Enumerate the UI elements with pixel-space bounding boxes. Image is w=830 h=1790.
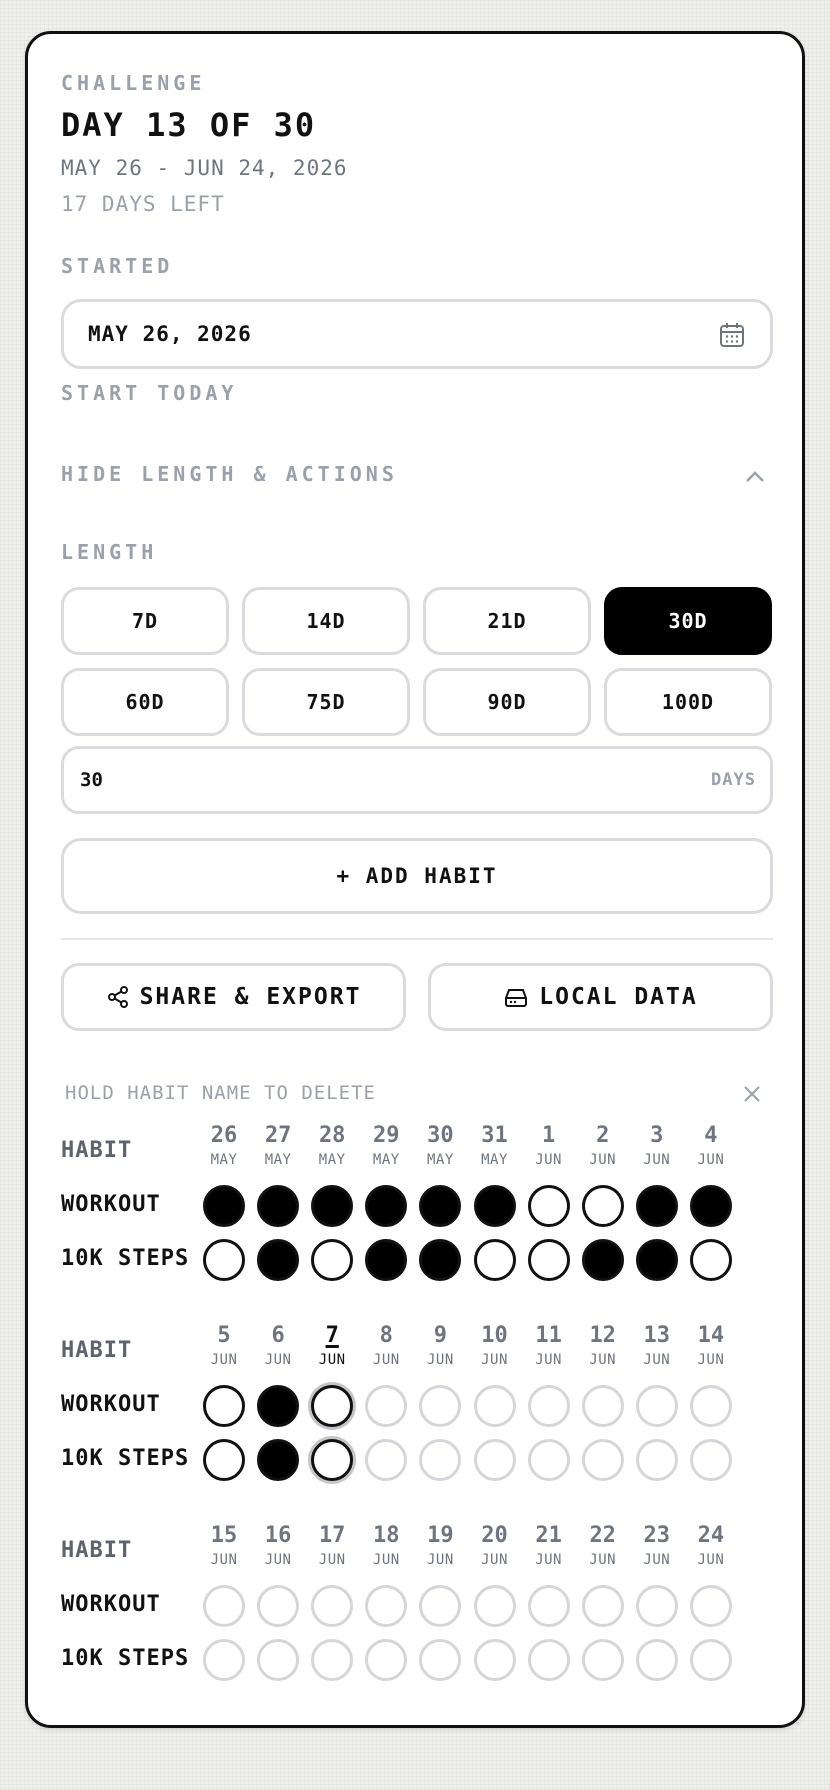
start-today-button[interactable]: START TODAY: [61, 381, 238, 405]
day-number: 3: [650, 1123, 664, 1148]
day-number: 31: [481, 1123, 508, 1148]
day-month: MAY: [481, 1152, 508, 1168]
share-export-button[interactable]: [61, 963, 406, 1031]
day-number: 12: [589, 1323, 616, 1348]
length-option-60d[interactable]: 60D: [61, 668, 229, 736]
habit-check-future[interactable]: [528, 1585, 570, 1627]
day-number: 5: [217, 1323, 231, 1348]
habit-check-done[interactable]: [257, 1185, 299, 1227]
day-number: 18: [373, 1523, 400, 1548]
day-number: 2: [596, 1123, 610, 1148]
divider: [61, 938, 773, 940]
length-option-100d[interactable]: 100D: [604, 668, 772, 736]
day-number: 11: [535, 1323, 562, 1348]
habit-check-current[interactable]: [311, 1385, 353, 1427]
habit-check-future[interactable]: [474, 1439, 516, 1481]
share-icon: [106, 985, 130, 1009]
close-icon[interactable]: [743, 1085, 761, 1103]
day-month: MAY: [426, 1152, 454, 1168]
day-month: MAY: [372, 1152, 400, 1168]
day-month: JUN: [481, 1352, 508, 1368]
day-header: [251, 1523, 305, 1568]
habit-check-future[interactable]: [636, 1385, 678, 1427]
habit-check-future[interactable]: [636, 1439, 678, 1481]
day-header: [413, 1123, 467, 1168]
started-label: STARTED: [61, 254, 174, 278]
day-number: 17: [318, 1523, 346, 1548]
day-number: 10: [481, 1323, 508, 1348]
habit-check-future[interactable]: [636, 1639, 678, 1681]
habit-name[interactable]: 10K STEPS: [61, 1446, 190, 1471]
habit-check-missed[interactable]: [528, 1185, 570, 1227]
day-number: 24: [697, 1523, 725, 1548]
add-habit-button[interactable]: + ADD HABIT: [61, 838, 773, 914]
habit-check-future[interactable]: [690, 1385, 732, 1427]
habit-check-future[interactable]: [365, 1385, 407, 1427]
chevron-up-icon[interactable]: [744, 466, 766, 488]
day-number: 9: [433, 1323, 448, 1348]
habit-check-future[interactable]: [474, 1585, 516, 1627]
day-month: JUN: [426, 1352, 454, 1368]
habit-check-future[interactable]: [365, 1439, 407, 1481]
habit-check-missed[interactable]: [690, 1239, 732, 1281]
day-month: JUN: [697, 1152, 725, 1168]
day-header: [468, 1323, 522, 1368]
length-option-21d[interactable]: 21D: [423, 587, 591, 655]
habit-check-future[interactable]: [419, 1639, 461, 1681]
start-date-field[interactable]: [61, 299, 773, 369]
day-month: JUN: [697, 1352, 725, 1368]
day-header: [684, 1523, 738, 1568]
habit-name[interactable]: 10K STEPS: [61, 1646, 190, 1671]
habit-check-done[interactable]: [365, 1239, 407, 1281]
day-number: 30: [427, 1123, 454, 1148]
habit-check-future[interactable]: [311, 1639, 353, 1681]
day-month: JUN: [535, 1552, 562, 1568]
habit-check-future[interactable]: [365, 1639, 407, 1681]
day-month: JUN: [643, 1552, 671, 1568]
day-month: JUN: [535, 1352, 562, 1368]
day-month: JUN: [481, 1552, 508, 1568]
habit-check-future[interactable]: [690, 1585, 732, 1627]
habit-check-done[interactable]: [419, 1239, 461, 1281]
day-number: 14: [697, 1323, 725, 1348]
habit-check-future[interactable]: [528, 1385, 570, 1427]
habit-check-future[interactable]: [203, 1639, 245, 1681]
habit-check-future[interactable]: [311, 1585, 353, 1627]
day-number: 29: [373, 1123, 400, 1148]
habit-check-done[interactable]: [636, 1185, 678, 1227]
day-header: [522, 1523, 576, 1568]
day-header: [359, 1123, 413, 1168]
habit-name[interactable]: WORKOUT: [61, 1192, 161, 1217]
day-number: 7: [325, 1323, 339, 1348]
habit-check-done[interactable]: [257, 1239, 299, 1281]
day-month: JUN: [318, 1552, 346, 1568]
habit-check-done[interactable]: [257, 1385, 299, 1427]
habit-check-missed[interactable]: [528, 1239, 570, 1281]
day-number: 19: [427, 1523, 454, 1548]
habit-check-future[interactable]: [582, 1439, 624, 1481]
habit-check-missed[interactable]: [474, 1239, 516, 1281]
day-month: JUN: [535, 1152, 562, 1168]
calendar-icon[interactable]: [718, 321, 746, 349]
day-number: 21: [535, 1523, 562, 1548]
custom-length-field[interactable]: [61, 746, 773, 814]
day-header: [630, 1123, 684, 1168]
day-header: [576, 1323, 630, 1368]
challenge-card: [25, 31, 805, 1728]
habit-column-header: HABIT: [61, 1338, 133, 1363]
habit-column-header: HABIT: [61, 1538, 133, 1563]
day-month: JUN: [372, 1352, 400, 1368]
habit-check-done[interactable]: [690, 1185, 732, 1227]
habit-name[interactable]: WORKOUT: [61, 1392, 161, 1417]
day-number: 20: [481, 1523, 508, 1548]
day-month: JUN: [697, 1552, 725, 1568]
habit-check-done[interactable]: [419, 1185, 461, 1227]
habit-check-future[interactable]: [474, 1385, 516, 1427]
day-month: JUN: [210, 1552, 238, 1568]
length-label: LENGTH: [61, 540, 158, 564]
day-number: 6: [271, 1323, 285, 1348]
length-option-90d[interactable]: 90D: [423, 668, 591, 736]
day-month: JUN: [264, 1352, 292, 1368]
habit-check-future[interactable]: [582, 1385, 624, 1427]
day-header: [576, 1123, 630, 1168]
habit-check-done[interactable]: [474, 1185, 516, 1227]
custom-length-value: 30: [80, 769, 103, 791]
day-month: JUN: [589, 1552, 617, 1568]
habit-check-future[interactable]: [528, 1439, 570, 1481]
habit-check-future[interactable]: [582, 1639, 624, 1681]
local-data-button[interactable]: [428, 963, 773, 1031]
habit-column-header: HABIT: [61, 1138, 133, 1163]
day-month: JUN: [210, 1352, 238, 1368]
delete-hint: HOLD HABIT NAME TO DELETE: [65, 1082, 376, 1104]
habit-check-future[interactable]: [203, 1585, 245, 1627]
habit-name[interactable]: 10K STEPS: [61, 1246, 190, 1271]
toggle-length-actions[interactable]: HIDE LENGTH & ACTIONS: [61, 462, 398, 486]
day-number: 13: [643, 1323, 671, 1348]
day-header: [684, 1123, 738, 1168]
day-month: JUN: [589, 1352, 617, 1368]
day-month: JUN: [643, 1152, 671, 1168]
habit-check-future[interactable]: [365, 1585, 407, 1627]
day-month: JUN: [426, 1552, 454, 1568]
day-month: JUN: [643, 1352, 671, 1368]
day-header: [251, 1323, 305, 1368]
hard-drive-icon: [503, 985, 529, 1009]
day-month: JUN: [318, 1352, 346, 1368]
day-header-today: [305, 1323, 359, 1368]
start-date-value: MAY 26, 2026: [88, 322, 252, 346]
length-option-30d[interactable]: 30D: [604, 587, 772, 655]
habit-check-future[interactable]: [690, 1439, 732, 1481]
day-number: 22: [589, 1523, 616, 1548]
day-month: MAY: [264, 1152, 292, 1168]
share-export-label: SHARE & EXPORT: [139, 984, 362, 1010]
day-month: JUN: [264, 1552, 292, 1568]
habit-check-done[interactable]: [257, 1439, 299, 1481]
days-left: 17 DAYS LEFT: [61, 192, 225, 216]
habit-check-future[interactable]: [474, 1639, 516, 1681]
habit-check-future[interactable]: [419, 1439, 461, 1481]
day-header: [305, 1123, 359, 1168]
day-number: 27: [264, 1123, 292, 1148]
day-number: 23: [643, 1523, 671, 1548]
day-header: [359, 1323, 413, 1368]
day-number: 15: [210, 1523, 238, 1548]
habit-check-future[interactable]: [257, 1585, 299, 1627]
habit-check-future[interactable]: [257, 1639, 299, 1681]
habit-check-done[interactable]: [582, 1239, 624, 1281]
habit-check-done[interactable]: [311, 1185, 353, 1227]
date-range: MAY 26 - JUN 24, 2026: [61, 156, 348, 180]
day-month: JUN: [372, 1552, 400, 1568]
day-month: JUN: [589, 1152, 617, 1168]
habit-check-missed[interactable]: [311, 1239, 353, 1281]
day-header: [197, 1523, 251, 1568]
day-number: 16: [264, 1523, 292, 1548]
day-month: MAY: [210, 1152, 238, 1168]
habit-check-future[interactable]: [636, 1585, 678, 1627]
day-header: [305, 1523, 359, 1568]
day-header: [630, 1323, 684, 1368]
day-month: MAY: [318, 1152, 346, 1168]
habit-check-future[interactable]: [528, 1639, 570, 1681]
local-data-label: LOCAL DATA: [539, 984, 698, 1010]
page-title: DAY 13 OF 30: [61, 106, 317, 144]
challenge-kicker: CHALLENGE: [61, 71, 206, 95]
habit-check-done[interactable]: [203, 1185, 245, 1227]
habit-check-done[interactable]: [636, 1239, 678, 1281]
day-header: [468, 1123, 522, 1168]
day-header: [576, 1523, 630, 1568]
day-header: [197, 1323, 251, 1368]
day-header: [468, 1523, 522, 1568]
habit-check-missed[interactable]: [582, 1185, 624, 1227]
habit-check-current[interactable]: [311, 1439, 353, 1481]
habit-check-missed[interactable]: [203, 1239, 245, 1281]
habit-name[interactable]: WORKOUT: [61, 1592, 161, 1617]
habit-check-future[interactable]: [419, 1585, 461, 1627]
day-header: [522, 1123, 576, 1168]
day-header: [413, 1323, 467, 1368]
day-header: [522, 1323, 576, 1368]
day-number: 26: [210, 1123, 238, 1148]
habit-check-missed[interactable]: [203, 1385, 245, 1427]
day-number: 1: [541, 1123, 556, 1148]
habit-check-done[interactable]: [365, 1185, 407, 1227]
length-option-75d[interactable]: 75D: [242, 668, 410, 736]
day-header: [630, 1523, 684, 1568]
day-number: 4: [704, 1123, 718, 1148]
length-option-14d[interactable]: 14D: [242, 587, 410, 655]
day-header: [684, 1323, 738, 1368]
day-header: [251, 1123, 305, 1168]
day-header: [197, 1123, 251, 1168]
day-header: [359, 1523, 413, 1568]
habit-check-future[interactable]: [419, 1385, 461, 1427]
day-number: 8: [379, 1323, 393, 1348]
habit-check-future[interactable]: [690, 1639, 732, 1681]
habit-check-future[interactable]: [582, 1585, 624, 1627]
custom-length-unit: DAYS: [711, 770, 756, 790]
day-number: 28: [318, 1123, 346, 1148]
day-header: [413, 1523, 467, 1568]
length-option-7d[interactable]: 7D: [61, 587, 229, 655]
habit-check-missed[interactable]: [203, 1439, 245, 1481]
